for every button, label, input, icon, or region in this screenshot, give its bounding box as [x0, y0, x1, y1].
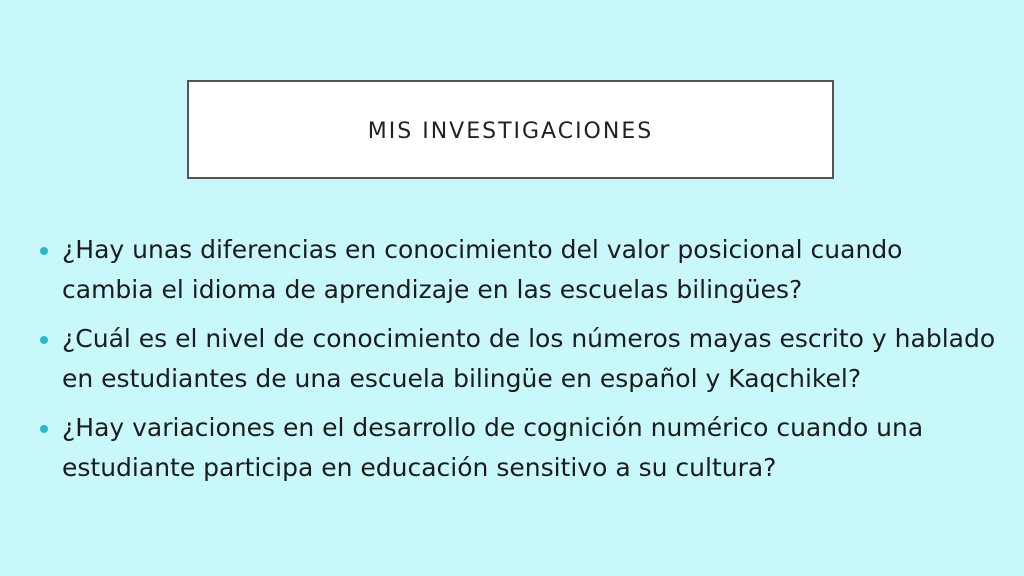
- bullet-text: ¿Cuál es el nivel de conocimiento de los números mayas escrito y hablado en estudiantes de una escuela bilingüe en español y Kaqchikel?: [62, 324, 996, 393]
- bullet-dot-icon: [40, 336, 48, 344]
- bullet-text: ¿Hay variaciones en el desarrollo de cognición numérico cuando una estudiante participa en educación sensitivo a su cultura?: [62, 413, 924, 482]
- bullet-dot-icon: [40, 247, 48, 255]
- bullet-item: [38, 319, 998, 399]
- bullet-item: [38, 408, 998, 488]
- bullet-dot-icon: [40, 425, 48, 433]
- title-box: [187, 80, 834, 179]
- bullet-list: [38, 230, 998, 497]
- slide-title: MIS INVESTIGACIONES: [367, 119, 654, 144]
- bullet-text: ¿Hay unas diferencias en conocimiento del valor posicional cuando cambia el idioma de aprendizaje en las escuelas bilingües?: [62, 235, 903, 304]
- bullet-item: [38, 230, 998, 310]
